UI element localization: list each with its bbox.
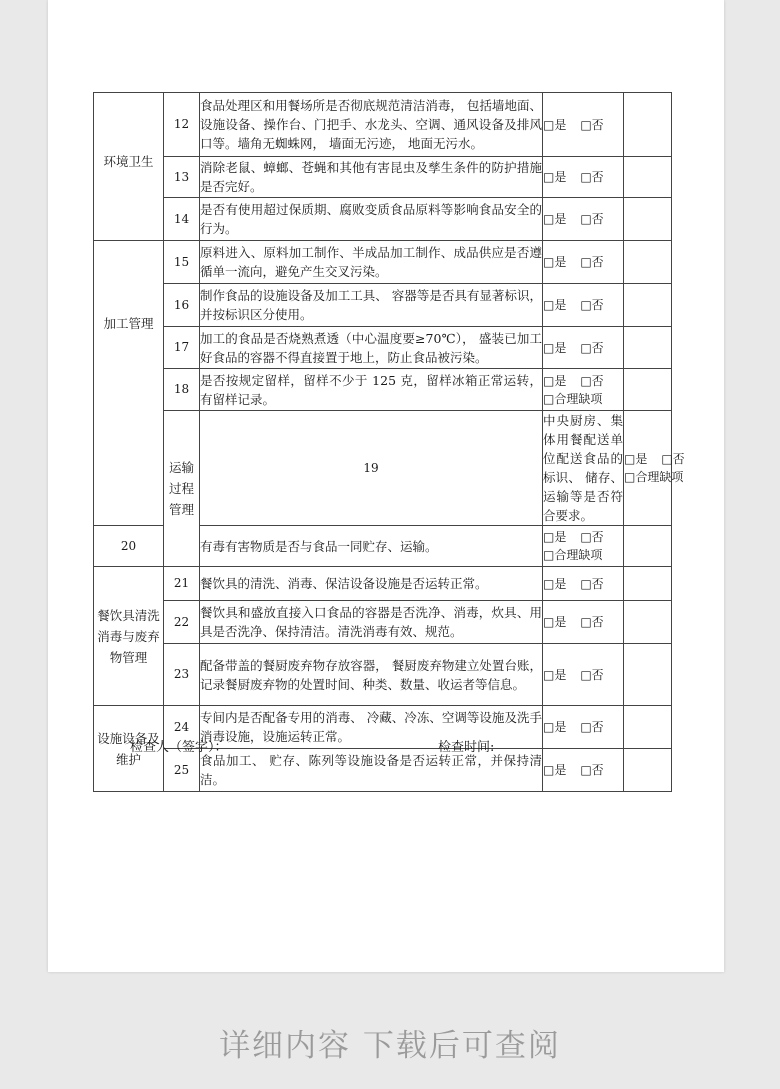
options-cell bbox=[543, 749, 624, 792]
item-text: 是否按规定留样，留样不少于 125 克，留样冰箱正常运转，有留样记录。 bbox=[200, 369, 543, 411]
checkbox-no[interactable]: □否 bbox=[580, 340, 604, 355]
blank-cell bbox=[624, 241, 672, 284]
item-text: 加工的食品是否烧熟煮透（中心温度要≥70℃）， 盛装已加工好食品的容器不得直接置于地上，防止食品被污染。 bbox=[200, 327, 543, 369]
checkbox-yes[interactable]: □是 bbox=[543, 170, 567, 184]
category-label: 餐饮具清洗消毒与废弃物管理 bbox=[97, 607, 160, 665]
table-row bbox=[94, 411, 672, 526]
options-cell bbox=[543, 327, 624, 369]
options-cell bbox=[543, 284, 624, 327]
item-text: 制作食品的设施设备及加工工具、 容器等是否具有显著标识， 并按标识区分使用。 bbox=[200, 284, 543, 327]
item-text: 食品加工、 贮存、陈列等设施设备是否运转正常，并保持清洁。 bbox=[200, 749, 543, 792]
checkbox-no[interactable]: □否 bbox=[580, 373, 604, 388]
item-number: 18 bbox=[164, 369, 200, 411]
item-text: 有毒有害物质是否与食品一同贮存、运输。 bbox=[200, 526, 543, 567]
blank-cell bbox=[624, 93, 672, 157]
checkbox-not-applicable[interactable]: □合理缺项 bbox=[543, 548, 603, 562]
table-row bbox=[94, 327, 672, 369]
category-label: 运输过程管理 bbox=[168, 460, 194, 517]
item-number: 15 bbox=[164, 241, 200, 284]
checkbox-yes[interactable]: □是 bbox=[543, 576, 567, 591]
item-number: 17 bbox=[164, 327, 200, 369]
item-number: 19 bbox=[200, 411, 543, 526]
table-row bbox=[94, 93, 672, 157]
checkbox-yes[interactable]: □是 bbox=[624, 452, 648, 466]
inspection-checklist-table bbox=[93, 92, 685, 792]
checkbox-no[interactable]: □否 bbox=[580, 117, 604, 132]
category-tableware-waste bbox=[94, 567, 164, 706]
checkbox-yes[interactable]: □是 bbox=[543, 298, 567, 312]
blank-cell bbox=[624, 369, 672, 411]
checkbox-yes[interactable]: □是 bbox=[543, 255, 567, 269]
checkbox-no[interactable]: □否 bbox=[580, 763, 604, 777]
table-row bbox=[94, 601, 672, 644]
checkbox-no[interactable]: □否 bbox=[580, 530, 604, 544]
item-text: 消除老鼠、蟑螂、苍蝇和其他有害昆虫及孳生条件的防护措施是否完好。 bbox=[200, 157, 543, 198]
table-row bbox=[94, 284, 672, 327]
item-text: 是否有使用超过保质期、腐败变质食品原料等影响食品安全的行为。 bbox=[200, 198, 543, 241]
checkbox-no[interactable]: □否 bbox=[580, 576, 604, 591]
blank-cell bbox=[624, 198, 672, 241]
table-row bbox=[94, 644, 672, 706]
checkbox-yes[interactable]: □是 bbox=[543, 530, 567, 544]
checkbox-not-applicable[interactable]: □合理缺项 bbox=[543, 391, 603, 406]
options-cell bbox=[543, 198, 624, 241]
checkbox-yes[interactable]: □是 bbox=[543, 373, 567, 388]
category-label: 设施设备及维护 bbox=[97, 730, 160, 767]
item-number: 12 bbox=[164, 93, 200, 157]
checkbox-no[interactable]: □否 bbox=[580, 615, 604, 629]
item-text: 餐饮具和盛放直接入口食品的容器是否洗净、消毒，炊具、用具是否洗净、保持清洁。清洗消毒有效、规范。 bbox=[200, 601, 543, 644]
checkbox-yes[interactable]: □是 bbox=[543, 615, 567, 629]
item-number: 13 bbox=[164, 157, 200, 198]
category-environment bbox=[94, 93, 164, 241]
item-number: 25 bbox=[164, 749, 200, 792]
checkbox-yes[interactable]: □是 bbox=[543, 212, 567, 226]
inspector-signature-label: 检查人（签字）： bbox=[130, 740, 228, 755]
category-transport bbox=[164, 411, 200, 567]
item-number: 23 bbox=[164, 644, 200, 706]
checkbox-no[interactable]: □否 bbox=[580, 255, 604, 269]
blank-cell bbox=[624, 644, 672, 706]
table-row bbox=[94, 567, 672, 601]
blank-cell bbox=[624, 749, 672, 792]
blank-cell bbox=[624, 284, 672, 327]
options-cell bbox=[543, 567, 624, 601]
blank-cell bbox=[624, 526, 672, 567]
category-label: 加工管理 bbox=[103, 316, 154, 331]
blank-cell bbox=[624, 327, 672, 369]
checkbox-yes[interactable]: □是 bbox=[543, 117, 567, 132]
table-row bbox=[94, 241, 672, 284]
options-cell bbox=[543, 369, 624, 411]
checkbox-not-applicable[interactable]: □合理缺项 bbox=[624, 470, 684, 484]
inspection-time-label: 检查时间: bbox=[438, 740, 495, 755]
options-cell bbox=[543, 644, 624, 706]
item-text: 中央厨房、集体用餐配送单位配送食品的标识、 储存、运输等是否符合要求。 bbox=[543, 411, 624, 526]
blank-cell bbox=[624, 706, 672, 749]
options-cell bbox=[543, 706, 624, 749]
checkbox-no[interactable]: □否 bbox=[580, 298, 604, 312]
options-cell bbox=[543, 157, 624, 198]
category-label: 环境卫生 bbox=[103, 154, 154, 169]
item-text: 专间内是否配备专用的消毒、 冷藏、冷冻、空调等设施及洗手消毒设施，设施运转正常。 bbox=[200, 706, 543, 749]
options-cell bbox=[624, 411, 685, 526]
document-page bbox=[48, 0, 724, 972]
item-number: 24 bbox=[164, 706, 200, 749]
checkbox-yes[interactable]: □是 bbox=[543, 667, 567, 682]
item-number: 22 bbox=[164, 601, 200, 644]
checkbox-no[interactable]: □否 bbox=[580, 170, 604, 184]
blank-cell bbox=[624, 567, 672, 601]
item-text: 原料进入、原料加工制作、半成品加工制作、成品供应是否遵循单一流向，避免产生交叉污染。 bbox=[200, 241, 543, 284]
category-processing bbox=[94, 241, 164, 526]
checkbox-yes[interactable]: □是 bbox=[543, 763, 567, 777]
checkbox-yes[interactable]: □是 bbox=[543, 720, 567, 734]
item-text: 配备带盖的餐厨废弃物存放容器， 餐厨废弃物建立处置台账，记录餐厨废弃物的处置时间、种类、数量、收运者等信息。 bbox=[200, 644, 543, 706]
item-text: 餐饮具的清洗、消毒、保洁设备设施是否运转正常。 bbox=[200, 567, 543, 601]
item-number: 14 bbox=[164, 198, 200, 241]
download-banner-text: 详细内容 下载后可查阅 bbox=[219, 1028, 561, 1064]
checkbox-no[interactable]: □否 bbox=[661, 452, 685, 466]
checkbox-no[interactable]: □否 bbox=[580, 667, 604, 682]
item-number: 21 bbox=[164, 567, 200, 601]
options-cell bbox=[543, 93, 624, 157]
item-number: 16 bbox=[164, 284, 200, 327]
checkbox-yes[interactable]: □是 bbox=[543, 340, 567, 355]
options-cell bbox=[543, 601, 624, 644]
checkbox-no[interactable]: □否 bbox=[580, 212, 604, 226]
item-number: 20 bbox=[94, 526, 164, 567]
table-row bbox=[94, 369, 672, 411]
options-cell bbox=[543, 241, 624, 284]
table-row bbox=[94, 198, 672, 241]
blank-cell bbox=[624, 601, 672, 644]
checkbox-no[interactable]: □否 bbox=[580, 720, 604, 734]
blank-cell bbox=[624, 157, 672, 198]
table-row bbox=[94, 157, 672, 198]
item-text: 食品处理区和用餐场所是否彻底规范清洁消毒， 包括墙地面、设施设备、操作台、门把手、水龙头、空调、通风设备及排风口等。墙角无蜘蛛网， 墙面无污迹， 地面无污水。 bbox=[200, 93, 543, 157]
options-cell bbox=[543, 526, 624, 567]
